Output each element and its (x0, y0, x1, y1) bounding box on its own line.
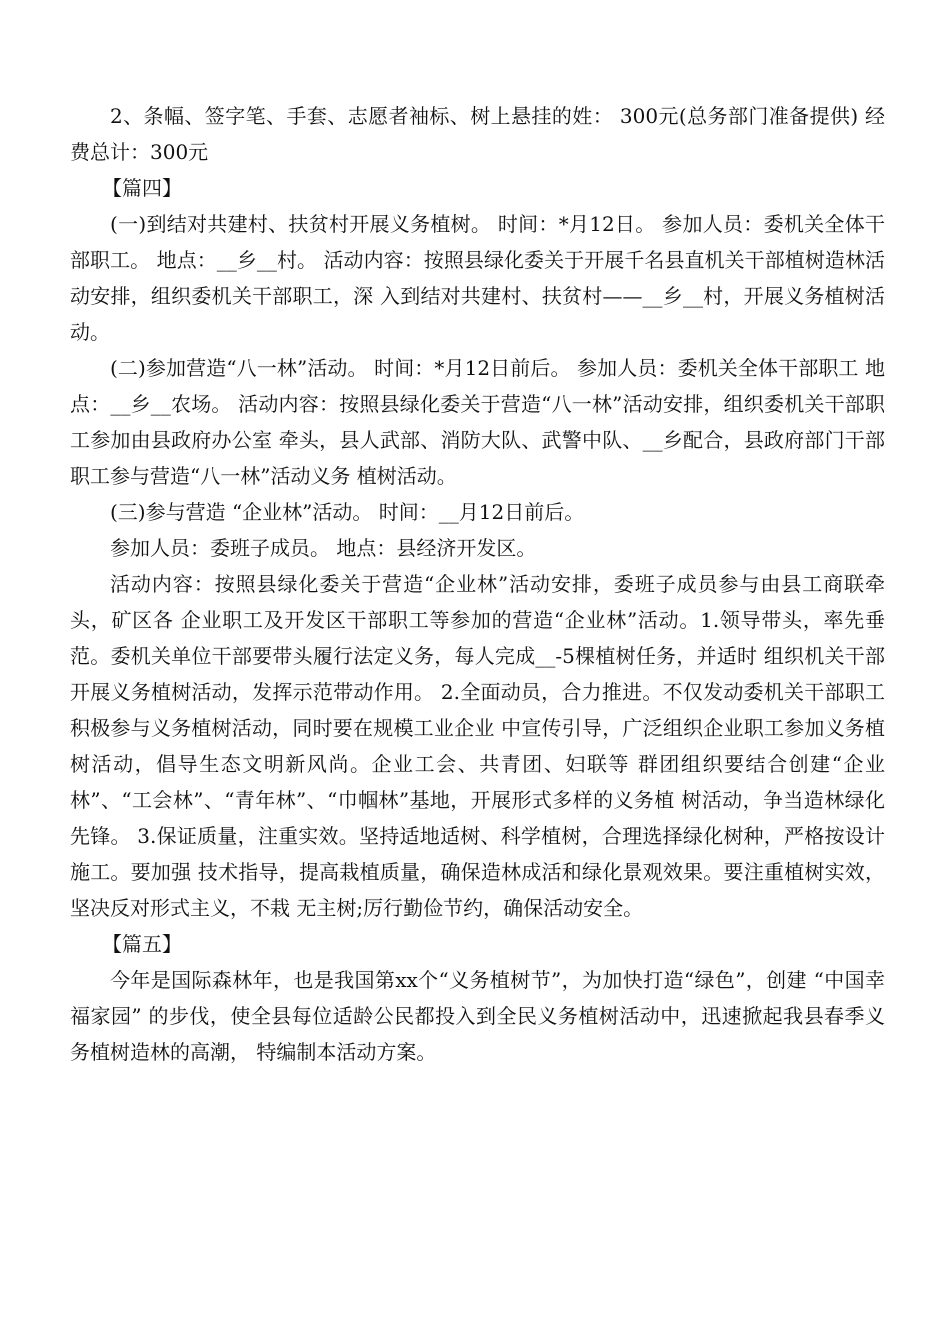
document-page (70, 98, 885, 1070)
paragraph-funding: 2、条幅、签字笔、手套、志愿者袖标、树上悬挂的姓： 300元(总务部门准备提供) 经费总计：300元 (70, 104, 885, 164)
paragraph-item-3-participants: 参加人员：委班子成员。 地点：县经济开发区。 (110, 536, 537, 560)
paragraph-item-3-content: 活动内容：按照县绿化委关于营造“企业林”活动安排，委班子成员参与由县工商联牵头，矿区各 企业职工及开发区干部职工等参加的营造“企业林”活动。1.领导带头，率先垂范。委机关单位干部要带头履行法定义务，每人完成__-5棵植树任务，并适时 组织机关干部开展义务植树活动，发挥示范带动作用。 2.全面动员，合力推进。不仅发动委机关干部职工积极参与义务植树活动，同时要在规模工业企业 中宣传引导，广泛组织企业职工参加义务植树活动，倡导生态文明新风尚。企业工会、共青团、妇联等 群团组织要结合创建“企业林”、“工会林”、“青年林”、“巾帼林”基地，开展形式多样的义务植 树活动，争当造林绿化先锋。 3.保证质量，注重实效。坚持适地适树、科学植树，合理选择绿化树种，严格按设计施工。要加强 技术指导，提高栽植质量，确保造林成活和绿化景观效果。要注重植树实效，坚决反对形式主义，不栽 无主树;厉行勤俭节约，确保活动安全。 (70, 572, 885, 920)
section-heading-5: 【篇五】 (102, 932, 182, 956)
paragraph-item-1: (一)到结对共建村、扶贫村开展义务植树。 时间：*月12日。 参加人员：委机关全体干部职工。 地点：__乡__村。 活动内容：按照县绿化委关于开展千名县直机关干部植树造林活动安排，组织委机关干部职工，深 入到结对共建村、扶贫村——__乡__村，开展义务植树活动。 (70, 212, 885, 344)
section-heading-4: 【篇四】 (102, 176, 182, 200)
paragraph-item-2: (二)参加营造“八一林”活动。 时间：*月12日前后。 参加人员：委机关全体干部职工 地点：__乡__农场。 活动内容：按照县绿化委关于营造“八一林”活动安排，组织委机关干部职工参加由县政府办公室 牵头，县人武部、消防大队、武警中队、__乡配合，县政府部门干部职工参与营造“八一林”活动义务 植树活动。 (70, 356, 885, 488)
paragraph-item-3: (三)参与营造 “企业林”活动。 时间：__月12日前后。 (110, 500, 585, 524)
paragraph-intro-5: 今年是国际森林年，也是我国第xx个“义务植树节”，为加快打造“绿色”，创建 “中国幸福家园” 的步伐，使全县每位适龄公民都投入到全民义务植树活动中，迅速掀起我县春季义务植树造林的高潮， 特编制本活动方案。 (70, 968, 885, 1064)
